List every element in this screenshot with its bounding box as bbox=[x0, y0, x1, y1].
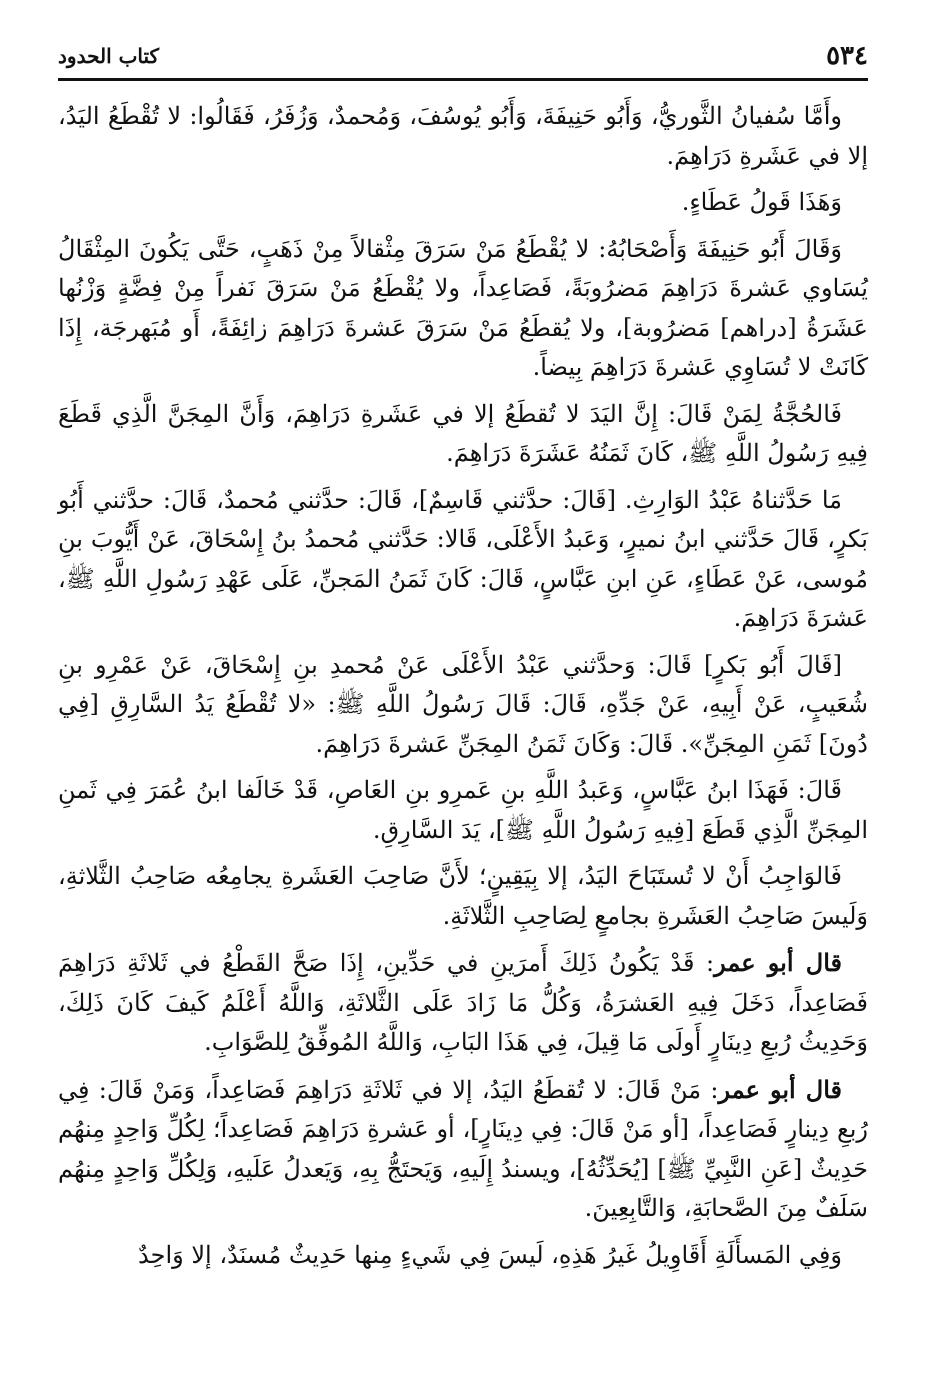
book-page bbox=[58, 40, 868, 1380]
paragraph-text: وَهَذَا قَولُ عَطَاءٍ. bbox=[681, 188, 842, 216]
paragraph bbox=[58, 1236, 868, 1276]
paragraph bbox=[58, 395, 868, 474]
paragraph bbox=[58, 771, 868, 850]
paragraph-text: قَالَ: فَهَذَا ابنُ عَبَّاسٍ، وَعَبدُ اللَّهِ بنِ عَمرِو بنِ العَاصِ، قَدْ خَالَفا ابنُ عُمَرَ فِي ثَمنِ المِجَنِّ الَّذِي قَطَعَ [فِيهِ رَسُولُ اللَّهِ ﷺ]، يَدَ السَّارِقِ. bbox=[58, 776, 868, 844]
paragraph bbox=[58, 943, 868, 1063]
header-rule bbox=[58, 78, 868, 81]
book-title: كتاب الحدود bbox=[58, 44, 160, 68]
running-head bbox=[58, 40, 868, 70]
paragraph-text: وأَمَّا سُفيانُ الثَّوريُّ، وَأَبُو حَنِيفَةَ، وَأَبُو يُوسُفَ، وَمُحمدٌ، وَزُفَرُ، فَقَالُوا: لا تُقْطَعُ اليَدُ، إلا في عَشَرةِ دَرَاهِمَ. bbox=[58, 102, 868, 170]
paragraph-text: وَقَالَ أَبُو حَنِيفَةَ وَأَصْحَابُهُ: لا يُقْطَعُ مَنْ سَرَقَ مِثْقالاً مِنْ ذَهَبٍ، حَتَّى يَكُونَ المِثْقَالُ يُسَاوي عَشرةَ دَرَاهِمَ مَضرُوبَةً، فَصَاعِداً، ولا يُقْطَعُ مَنْ سَرَقَ نَفراً مِنْ فِضَّةٍ وَزْنُها عَشَرَةُ [دراهم] مَضرُوبة]، ولا يُقطَعُ مَنْ سَرَقَ عَشرةَ دَرَاهِمَ زائِفَةً، أَو مُبَهرجَة، إِذَا كَانَتْ لا تُسَاوِي عَشرةَ دَرَاهِمَ بِيضاً. bbox=[58, 234, 868, 381]
paragraph bbox=[58, 183, 868, 223]
paragraph-text: فَالحُجَّةُ لِمَنْ قَالَ: إِنَّ اليَدَ لا تُقطَعُ إلا في عَشَرةِ دَرَاهِمَ، وَأَنَّ المِجَنَّ الَّذِي قَطَعَ فِيهِ رَسُولُ اللَّهِ ﷺ، كَانَ ثَمَنُهُ عَشَرَةَ دَرَاهِمَ. bbox=[58, 399, 868, 467]
paragraph bbox=[58, 857, 868, 936]
paragraph-text: مَا حَدَّثناهُ عَبْدُ الوَارِثِ. [قَالَ: حدَّثني قَاسِمٌ]، قَالَ: حدَّثني مُحمدٌ، قَالَ: حدَّثني أَبُو بَكرٍ، قَالَ حَدَّثني ابنُ نميرٍ، وَعَبدُ الأَعْلَى، قَالا: حَدَّثني مُحمدُ بنُ إِسْحَاقَ، عَنْ أَيُّوبَ بنِ مُوسى، عَنْ عَطَاءٍ، عَنِ ابنِ عَبَّاسٍ، قَالَ: كَانَ ثَمَنُ المَجنِّ، عَلَى عَهْدِ رَسُولِ اللَّهِ ﷺ، عَشرَةَ دَرَاهِمَ. bbox=[58, 485, 868, 632]
paragraph bbox=[58, 97, 868, 176]
paragraph-text: وَفِي المَسأَلَةِ أَقَاوِيلُ غَيرُ هَذِهِ، لَيسَ فِي شَيءٍ مِنها حَدِيثٌ مُسنَدٌ، إلا وَاحِدٌ bbox=[138, 1240, 842, 1269]
paragraph bbox=[58, 646, 868, 765]
speaker-label: قال أبو عمر bbox=[718, 1074, 842, 1104]
paragraph-text: : قَدْ يَكُونُ ذَلِكَ أَمرَينِ في حَدِّينِ، إِذَا صَحَّ القَطْعُ في ثَلاثَةِ دَرَاهِمَ فَصَاعِداً، دَخَلَ فِيهِ العَشرَةُ، وَكُلُّ مَا زَادَ عَلَى الثَّلاثَةِ، وَاللَّهُ أَعْلَمُ كَيفَ كَانَ ذَلِكَ، وَحَدِيثُ رُبعِ دِينَارٍ أَولَى مَا قِيلَ، فِي هَذَا البَابِ، وَاللَّهُ المُوفِّقُ لِلصَّوَابِ. bbox=[58, 949, 868, 1056]
paragraph bbox=[58, 481, 868, 639]
paragraph bbox=[58, 230, 868, 388]
paragraph-text: [قَالَ أَبُو بَكرٍ] قَالَ: وَحدَّثني عَبْدُ الأَعْلَى عَنْ مُحمدِ بنِ إِسْحَاقَ، عَنْ عَمْرِو بنِ شُعَيبٍ، عَنْ أَبِيهِ، عَنْ جَدِّهِ، قَالَ: قَالَ رَسُولُ اللَّهِ ﷺ: «لا تُقْطَعُ يَدُ السَّارِقِ [فِي دُونَ] ثَمَنِ المِجَنِّ». قَالَ: وَكَانَ ثَمَنُ المِجَنِّ عَشرةَ دَرَاهِمَ. bbox=[58, 650, 868, 758]
page-body bbox=[58, 97, 868, 1275]
paragraph-text: فَالوَاجِبُ أَنْ لا تُستَبَاحَ اليَدُ، إلا بِيَقِينٍ؛ لأَنَّ صَاحِبَ العَشَرةِ يجامِعُه صَاحِبُ الثَّلاثةِ، وَلَيسَ صَاحِبُ العَشَرةِ بجامعٍ لِصَاحِبِ الثَّلاثَةِ. bbox=[58, 862, 868, 930]
paragraph-text: : مَنْ قَالَ: لا تُقطَعُ اليَدُ، إلا في ثَلاثَةِ دَرَاهِمَ فَصَاعِداً، وَمَنْ قَالَ: فِي رُبعِ دِينارٍ فَصَاعِداً، [أو مَنْ قَالَ: فِي دِينَارٍ]، أو عَشرةِ دَرَاهِمَ فَصَاعِداً؛ لِكُلِّ وَاحِدٍ مِنهُم حَدِيثٌ [عَنِ النَّبِيِّ ﷺ] [يُحَدِّثُهُ]، ويسندُ إِلَيهِ، وَيَحتَجُّ بِهِ، وَيَعدلُ عَلَيهِ، وَلِكُلِّ وَاحِدٍ مِنهُم سَلَفٌ مِنَ الصَّحابَةِ، وَالتَّابِعِينَ. bbox=[58, 1075, 868, 1222]
paragraph bbox=[58, 1070, 868, 1229]
page-number: ٥٣٤ bbox=[826, 41, 868, 71]
speaker-label: قال أبو عمر bbox=[714, 948, 842, 977]
